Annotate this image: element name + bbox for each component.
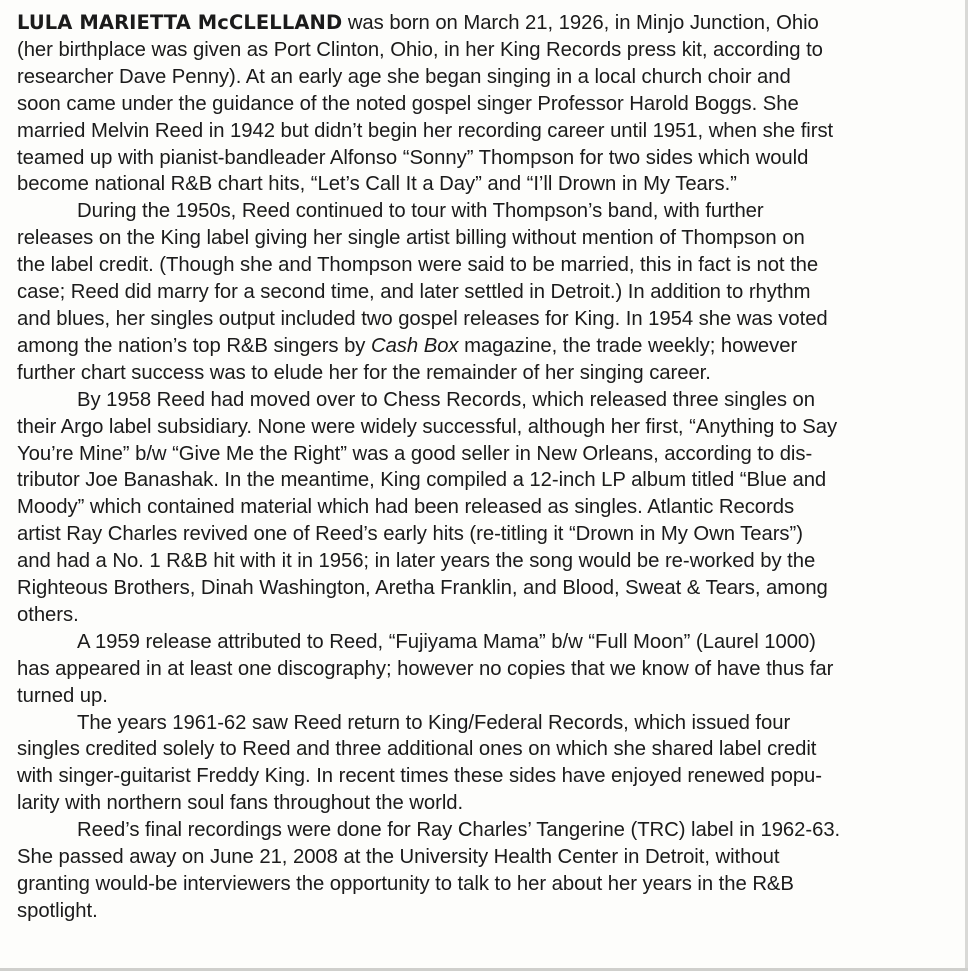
text-line: married Melvin Reed in 1942 but didn’t begin her recording career until 1951, when she first: [17, 119, 834, 142]
biography-text: [17, 10, 951, 925]
text-line: among the nation’s top R&B singers by Cash Box magazine, the trade weekly; however: [17, 334, 798, 357]
text-line: others.: [17, 603, 79, 626]
text-line: further chart success was to elude her for the remainder of her singing career.: [17, 361, 711, 384]
text-line: spotlight.: [17, 899, 98, 922]
text-line: During the 1950s, Reed continued to tour with Thompson’s band, with further: [77, 200, 764, 223]
text-line: larity with northern soul fans throughout the world.: [17, 792, 464, 815]
text-line: A 1959 release attributed to Reed, “Fujiyama Mama” b/w “Full Moon” (Laurel 1000): [77, 630, 816, 653]
text-line: artist Ray Charles revived one of Reed’s early hits (re-titling it “Drown in My Own Tears”): [17, 523, 803, 546]
text-line: case; Reed did marry for a second time, and later settled in Detroit.) In addition to rhythm: [17, 281, 811, 304]
text-line: teamed up with pianist-bandleader Alfonso “Sonny” Thompson for two sides which would: [17, 146, 809, 169]
text-line: researcher Dave Penny). At an early age she began singing in a local church choir and: [17, 65, 791, 88]
text-line: with singer-guitarist Freddy King. In recent times these sides have enjoyed renewed popu-: [17, 765, 822, 788]
text-line: Reed’s final recordings were done for Ray Charles’ Tangerine (TRC) label in 1962-63.: [77, 819, 841, 842]
text-line: turned up.: [17, 684, 108, 707]
text-line: the label credit. (Though she and Thompson were said to be married, this in fact is not the: [17, 254, 819, 277]
subject-name: LULA MARIETTA McCLELLAND: [17, 11, 343, 34]
text-line: Moody” which contained material which had been released as singles. Atlantic Records: [17, 496, 795, 519]
text-line: You’re Mine” b/w “Give Me the Right” was a good seller in New Orleans, according to dis-: [17, 442, 813, 465]
text-line: Righteous Brothers, Dinah Washington, Aretha Franklin, and Blood, Sweat & Tears, among: [17, 577, 828, 600]
text-line: tributor Joe Banashak. In the meantime, King compiled a 12-inch LP album titled “Blue and: [17, 469, 827, 492]
text-line: (her birthplace was given as Port Clinton, Ohio, in her King Records press kit, according to: [17, 38, 823, 61]
text-line: has appeared in at least one discography; however no copies that we know of have thus far: [17, 657, 834, 680]
text-line: become national R&B chart hits, “Let’s Call It a Day” and “I’ll Drown in My Tears.”: [17, 173, 737, 196]
publication-title: Cash Box: [370, 334, 459, 357]
text-line: By 1958 Reed had moved over to Chess Records, which released three singles on: [77, 388, 815, 411]
text-line: She passed away on June 21, 2008 at the University Health Center in Detroit, without: [17, 846, 780, 869]
text-line: and blues, her singles output included two gospel releases for King. In 1954 she was voted: [17, 307, 828, 330]
text-line: singles credited solely to Reed and three additional ones on which she shared label credit: [17, 738, 817, 761]
text-line: and had a No. 1 R&B hit with it in 1956; in later years the song would be re-worked by the: [17, 550, 816, 573]
text-line: their Argo label subsidiary. None were widely successful, although her first, “Anything to Say: [17, 415, 838, 438]
text-line: granting would-be interviewers the opportunity to talk to her about her years in the R&B: [17, 873, 794, 895]
text-line: The years 1961-62 saw Reed return to King/Federal Records, which issued four: [77, 711, 791, 734]
text-line: soon came under the guidance of the noted gospel singer Professor Harold Boggs. She: [17, 92, 799, 115]
text-line: releases on the King label giving her single artist billing without mention of Thompson on: [17, 227, 805, 250]
text-line: LULA MARIETTA McCLELLAND was born on March 21, 1926, in Minjo Junction, Ohio: [17, 11, 819, 34]
